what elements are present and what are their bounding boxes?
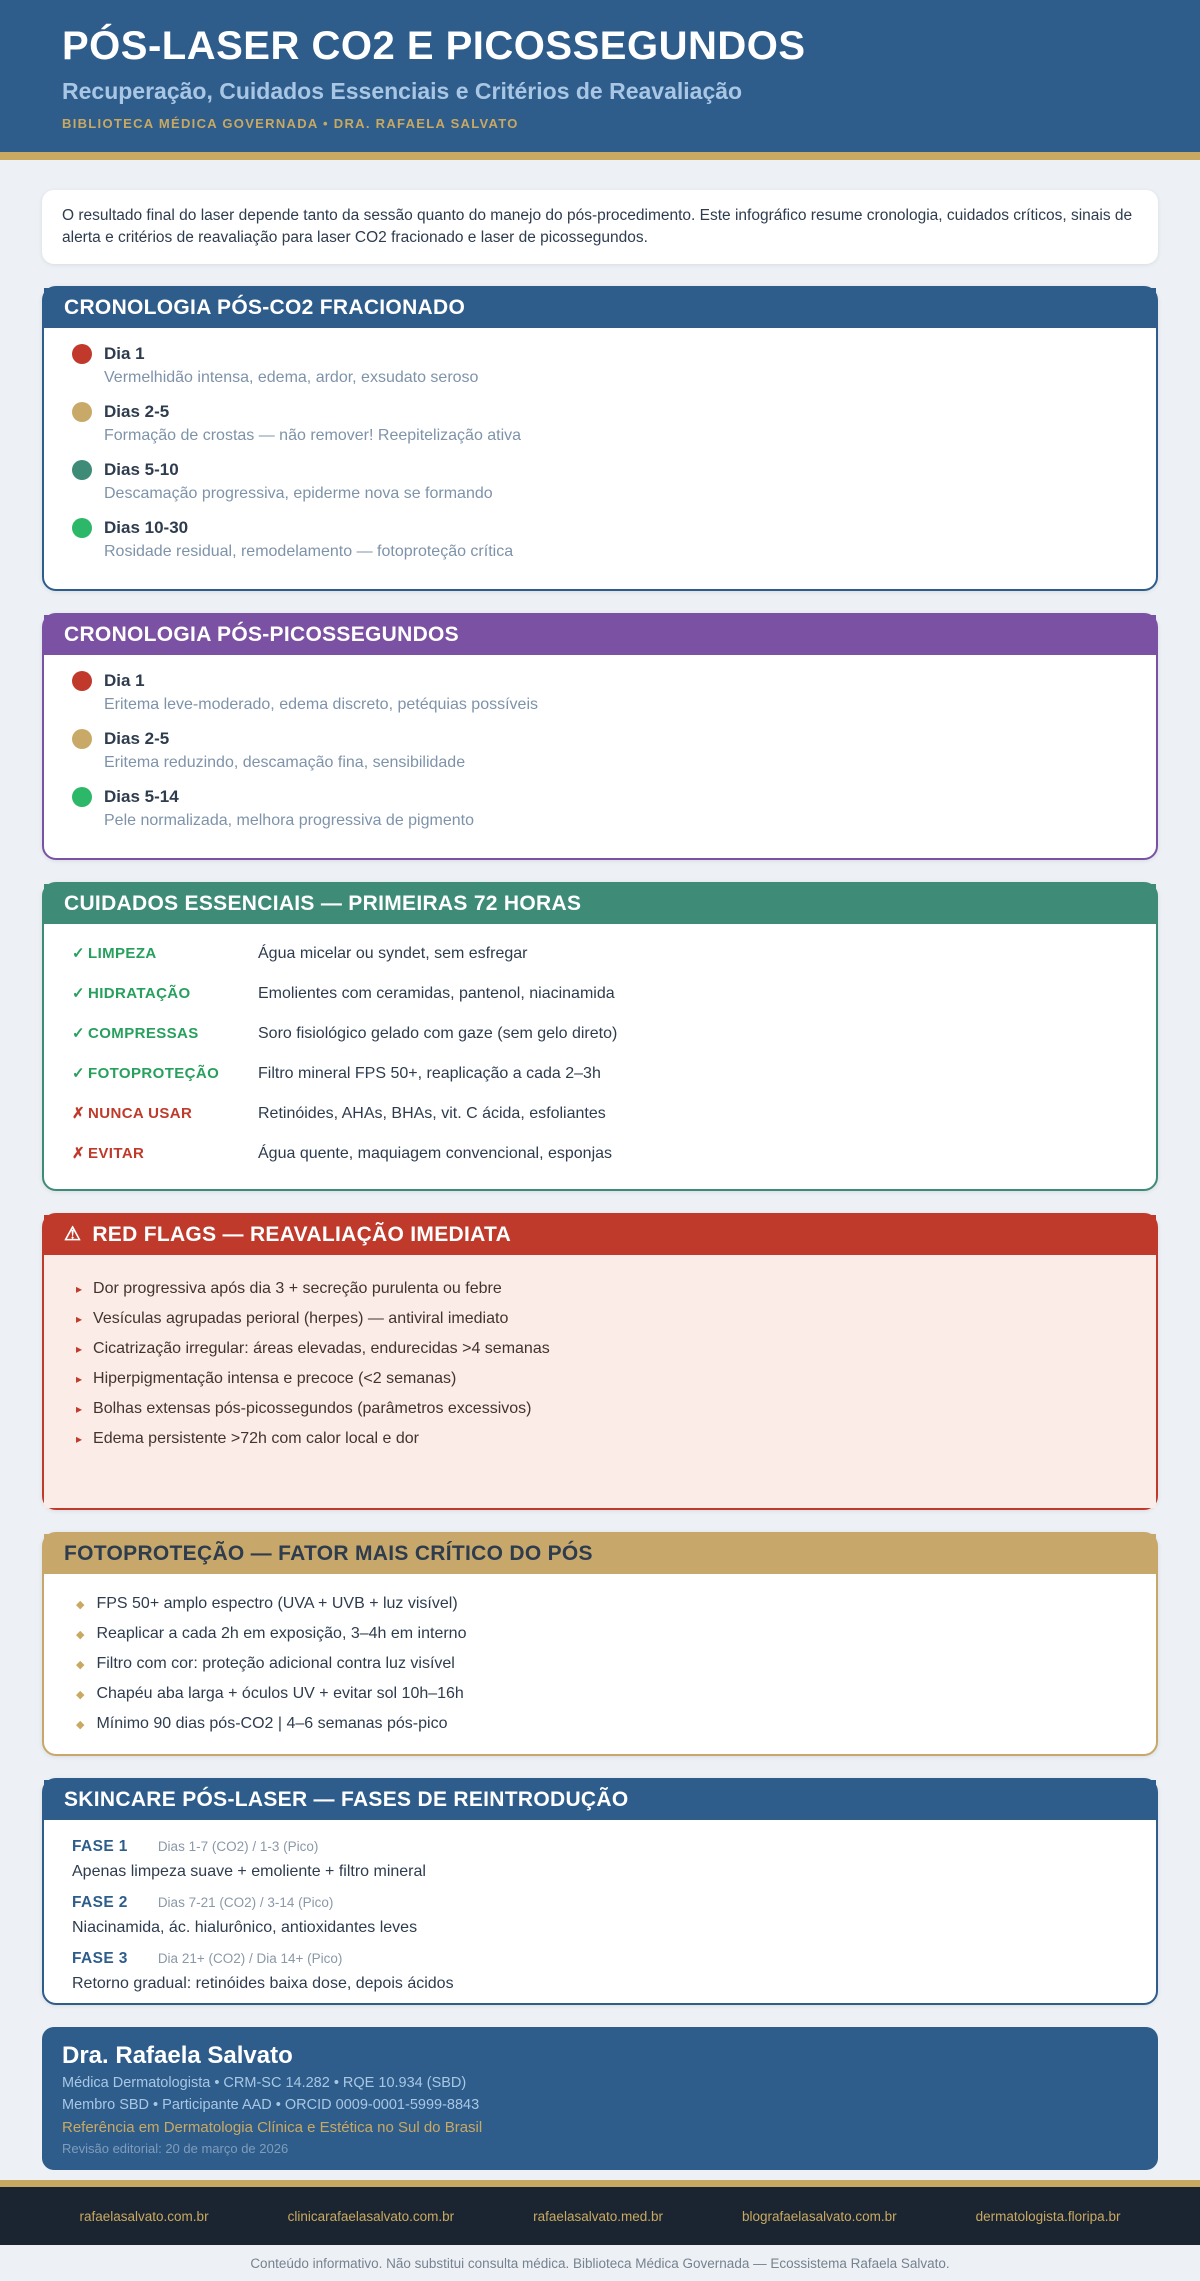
red-flag-text: Hiperpigmentação intensa e precoce (<2 semanas) [93, 1370, 457, 1387]
cross-icon: ✗ [72, 1105, 85, 1122]
warning-icon: ⚠ [64, 1224, 82, 1245]
disclaimer-text: Conteúdo informativo. Não substitui consulta médica. Biblioteca Médica Governada — Ecossistema Rafaela Salvato. [250, 2255, 950, 2271]
diamond-bullet-icon: ◆ [76, 1629, 85, 1641]
section-title-skincare: SKINCARE PÓS-LASER — FASES DE REINTRODUÇÃO [44, 1780, 1156, 1820]
period-dot-icon [72, 402, 92, 422]
timeline-item [72, 402, 1136, 445]
care-label [72, 1104, 258, 1122]
period-desc: Vermelhidão intensa, edema, ardor, exsudato seroso [104, 369, 479, 386]
care-desc: Emolientes com ceramidas, pantenol, niacinamida [258, 985, 615, 1002]
timeline-item [72, 518, 1136, 561]
red-flags-body [44, 1255, 1156, 1508]
period-title: Dias 2-5 [104, 402, 170, 421]
skincare-body [44, 1820, 1156, 2003]
period-desc: Eritema reduzindo, descamação fina, sensibilidade [104, 754, 466, 771]
diamond-bullet-icon: ◆ [76, 1599, 85, 1611]
red-flag-item [76, 1399, 1136, 1418]
section-skincare-phases [42, 1778, 1158, 2005]
gold-divider-top [0, 152, 1200, 160]
red-flag-text: Edema persistente >72h com calor local e dor [93, 1430, 419, 1447]
phase-label: FASE 3 [72, 1950, 128, 1967]
red-flag-text: Cicatrização irregular: áreas elevadas, endurecidas >4 semanas [93, 1340, 550, 1357]
care-desc: Água micelar ou syndet, sem esfregar [258, 945, 528, 962]
intro-card [42, 190, 1158, 264]
care-desc: Retinóides, AHAs, BHAs, vit. C ácida, esfoliantes [258, 1105, 606, 1122]
check-icon: ✓ [72, 1065, 85, 1082]
intro-text: O resultado final do laser depende tanto da sessão quanto do manejo do pós-procedimento. Este infográfico resume cronologia, cuidados críticos, sinais de alerta e critérios de reavaliação para laser CO2 fracionado e laser de picossegundos. [62, 207, 1133, 246]
section-title-pico: CRONOLOGIA PÓS-PICOSSEGUNDOS [44, 615, 1156, 655]
period-desc: Pele normalizada, melhora progressiva de pigmento [104, 812, 474, 829]
timeline-item [72, 460, 1136, 503]
timeline-item [72, 344, 1136, 387]
photoprotection-item [76, 1714, 1136, 1733]
red-flag-text: Dor progressiva após dia 3 + secreção purulenta ou febre [93, 1280, 502, 1297]
timeline-item [72, 729, 1136, 772]
phase-period: Dias 1-7 (CO2) / 1-3 (Pico) [157, 1839, 319, 1854]
period-dot-icon [72, 460, 92, 480]
phase-row [72, 1894, 1136, 1937]
phase-desc: Apenas limpeza suave + emoliente + filtro mineral [72, 1863, 426, 1880]
red-flag-item [76, 1369, 1136, 1388]
period-dot-icon [72, 518, 92, 538]
phase-period: Dia 21+ (CO2) / Dia 14+ (Pico) [157, 1951, 343, 1966]
footer-links [0, 2187, 1200, 2245]
photoprotection-body [44, 1574, 1156, 1754]
period-title: Dias 2-5 [104, 729, 170, 748]
page-subtitle: Recuperação, Cuidados Essenciais e Critérios de Reavaliação [62, 78, 743, 104]
care-label [72, 984, 258, 1002]
diamond-bullet-icon: ◆ [76, 1689, 85, 1701]
author-card [42, 2027, 1158, 2170]
triangle-bullet-icon: ▸ [76, 1402, 83, 1416]
red-flag-item [76, 1279, 1136, 1298]
phase-label: FASE 1 [72, 1838, 128, 1855]
timeline-item [72, 671, 1136, 714]
section-red-flags [42, 1213, 1158, 1510]
timeline-item [72, 787, 1136, 830]
cross-icon: ✗ [72, 1145, 85, 1162]
footer-link[interactable]: rafaelasalvato.med.br [533, 2208, 663, 2224]
period-desc: Formação de crostas — não remover! Reepitelização ativa [104, 427, 522, 444]
care-label-text: EVITAR [88, 1145, 145, 1162]
author-credentials-1: Médica Dermatologista • CRM-SC 14.282 • RQE 10.934 (SBD) [62, 2075, 467, 2091]
care-label-text: HIDRATAÇÃO [88, 985, 191, 1002]
care-row [72, 1104, 1136, 1123]
footer-link[interactable]: rafaelasalvato.com.br [79, 2208, 209, 2224]
main-content [0, 190, 1200, 2170]
phase-label: FASE 2 [72, 1894, 128, 1911]
care-desc: Água quente, maquiagem convencional, esponjas [258, 1145, 613, 1162]
photoprotection-text: Reaplicar a cada 2h em exposição, 3–4h em interno [96, 1625, 467, 1642]
photoprotection-text: Filtro com cor: proteção adicional contra luz visível [96, 1655, 455, 1672]
care-desc: Soro fisiológico gelado com gaze (sem gelo direto) [258, 1025, 618, 1042]
pico-timeline-body [44, 655, 1156, 858]
period-title: Dias 5-14 [104, 787, 179, 806]
photoprotection-item [76, 1594, 1136, 1613]
phase-desc: Retorno gradual: retinóides baixa dose, depois ácidos [72, 1975, 454, 1992]
section-co2-timeline [42, 286, 1158, 591]
section-title-care: CUIDADOS ESSENCIAIS — PRIMEIRAS 72 HORAS [44, 884, 1156, 924]
phase-row [72, 1950, 1136, 1993]
care-label-text: NUNCA USAR [88, 1105, 193, 1122]
care-row [72, 944, 1136, 963]
period-dot-icon [72, 344, 92, 364]
care-label-text: FOTOPROTEÇÃO [88, 1065, 220, 1082]
footer-link[interactable]: dermatologista.floripa.br [975, 2208, 1121, 2224]
section-essential-care [42, 882, 1158, 1191]
section-title-co2: CRONOLOGIA PÓS-CO2 FRACIONADO [44, 288, 1156, 328]
section-title-photoprotection: FOTOPROTEÇÃO — FATOR MAIS CRÍTICO DO PÓS [44, 1534, 1156, 1574]
triangle-bullet-icon: ▸ [76, 1312, 83, 1326]
care-label [72, 1024, 258, 1042]
phase-row [72, 1838, 1136, 1881]
period-title: Dias 5-10 [104, 460, 179, 479]
red-flags-header [44, 1215, 1156, 1255]
phase-head [72, 1894, 1136, 1912]
triangle-bullet-icon: ▸ [76, 1282, 83, 1296]
care-label [72, 944, 258, 962]
care-row [72, 1024, 1136, 1043]
footer-link[interactable]: blografaelasalvato.com.br [742, 2208, 897, 2224]
diamond-bullet-icon: ◆ [76, 1719, 85, 1731]
check-icon: ✓ [72, 985, 85, 1002]
page-title: PÓS-LASER CO2 E PICOSSEGUNDOS [62, 24, 806, 68]
triangle-bullet-icon: ▸ [76, 1432, 83, 1446]
red-flag-text: Bolhas extensas pós-picossegundos (parâmetros excessivos) [93, 1400, 532, 1417]
care-label [72, 1064, 258, 1082]
photoprotection-item [76, 1654, 1136, 1673]
phase-desc: Niacinamida, ác. hialurônico, antioxidantes leves [72, 1919, 418, 1936]
care-label-text: COMPRESSAS [88, 1025, 199, 1042]
footer-link[interactable]: clinicarafaelasalvato.com.br [287, 2208, 455, 2224]
photoprotection-item [76, 1624, 1136, 1643]
photoprotection-text: Chapéu aba larga + óculos UV + evitar sol 10h–16h [96, 1685, 464, 1702]
check-icon: ✓ [72, 1025, 85, 1042]
author-credentials-2: Membro SBD • Participante AAD • ORCID 0009-0001-5999-8843 [62, 2097, 480, 2113]
period-desc: Descamação progressiva, epiderme nova se formando [104, 485, 493, 502]
author-name: Dra. Rafaela Salvato [62, 2042, 293, 2069]
care-row [72, 984, 1136, 1003]
period-desc: Rosidade residual, remodelamento — fotoproteção crítica [104, 543, 514, 560]
phase-period: Dias 7-21 (CO2) / 3-14 (Pico) [157, 1895, 334, 1910]
period-dot-icon [72, 787, 92, 807]
section-pico-timeline [42, 613, 1158, 860]
phase-head [72, 1838, 1136, 1856]
photoprotection-item [76, 1684, 1136, 1703]
care-desc: Filtro mineral FPS 50+, reaplicação a cada 2–3h [258, 1065, 601, 1082]
period-dot-icon [72, 729, 92, 749]
triangle-bullet-icon: ▸ [76, 1372, 83, 1386]
care-body [44, 924, 1156, 1189]
triangle-bullet-icon: ▸ [76, 1342, 83, 1356]
editorial-revision: Revisão editorial: 20 de março de 2026 [62, 2141, 289, 2156]
phase-head [72, 1950, 1136, 1968]
red-flag-text: Vesículas agrupadas perioral (herpes) — antiviral imediato [93, 1310, 509, 1327]
period-dot-icon [72, 671, 92, 691]
care-label [72, 1144, 258, 1162]
red-flag-item [76, 1339, 1136, 1358]
section-title-redflags: RED FLAGS — REAVALIAÇÃO IMEDIATA [92, 1223, 512, 1246]
co2-timeline-body [44, 328, 1156, 589]
period-title: Dias 10-30 [104, 518, 189, 537]
period-title: Dia 1 [104, 671, 145, 690]
header-banner [0, 0, 1200, 152]
section-photoprotection [42, 1532, 1158, 1756]
care-row [72, 1064, 1136, 1083]
care-label-text: LIMPEZA [88, 945, 157, 962]
photoprotection-text: FPS 50+ amplo espectro (UVA + UVB + luz visível) [96, 1595, 458, 1612]
red-flag-item [76, 1309, 1136, 1328]
care-row [72, 1144, 1136, 1163]
period-title: Dia 1 [104, 344, 145, 363]
check-icon: ✓ [72, 945, 85, 962]
gold-divider-bottom [0, 2180, 1200, 2187]
header-eyebrow: BIBLIOTECA MÉDICA GOVERNADA • DRA. RAFAELA SALVATO [62, 116, 519, 131]
author-highlight: Referência em Dermatologia Clínica e Estética no Sul do Brasil [62, 2119, 483, 2136]
period-desc: Eritema leve-moderado, edema discreto, petéquias possíveis [104, 696, 538, 713]
red-flag-item [76, 1429, 1136, 1448]
photoprotection-text: Mínimo 90 dias pós-CO2 | 4–6 semanas pós-pico [96, 1715, 448, 1732]
diamond-bullet-icon: ◆ [76, 1659, 85, 1671]
